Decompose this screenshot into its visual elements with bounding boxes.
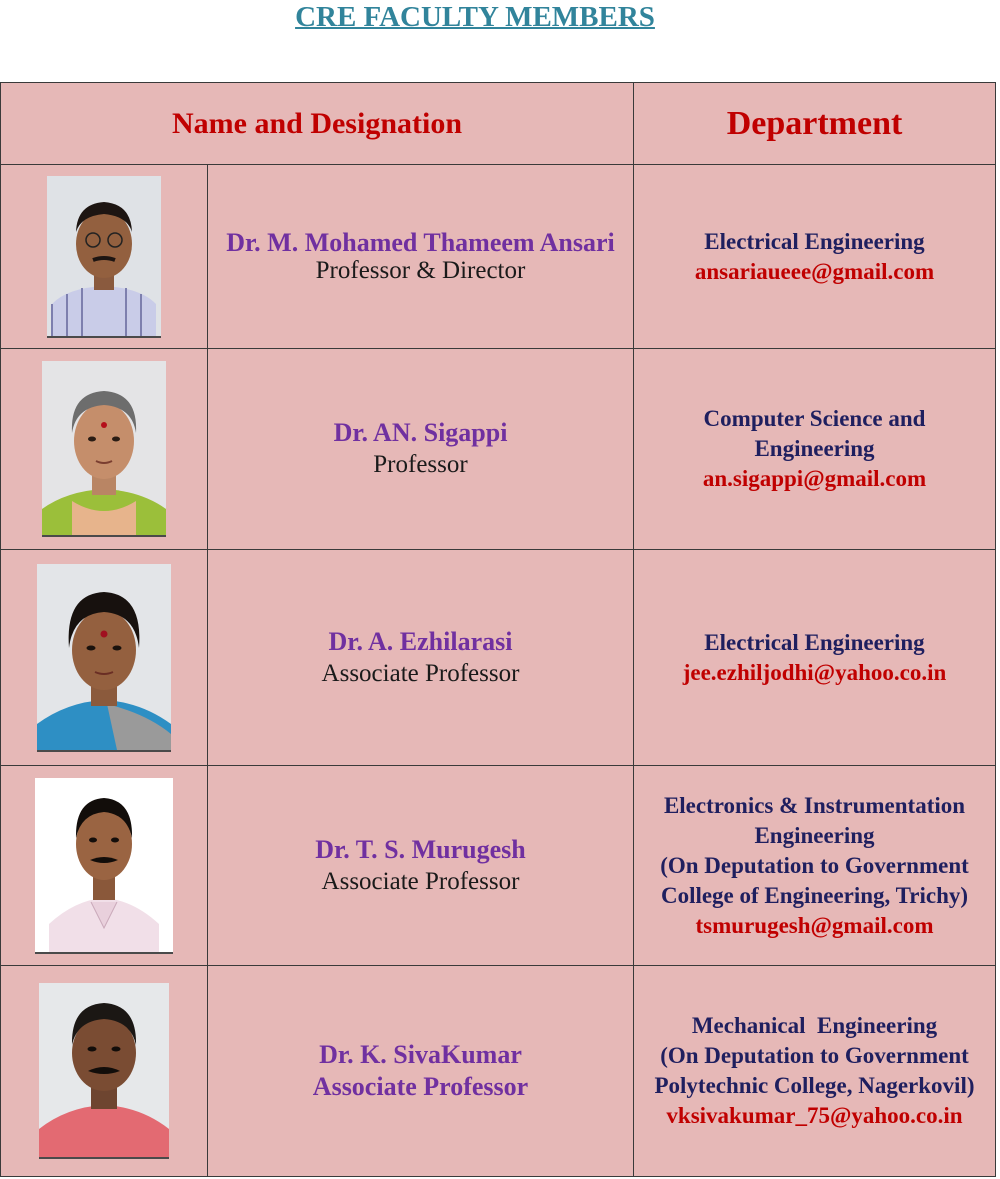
table-row [1, 349, 996, 550]
portrait-photo [37, 564, 171, 752]
faculty-designation: Professor & Director [315, 256, 526, 284]
faculty-email: vksivakumar_75@yahoo.co.in [666, 1103, 963, 1128]
department-cell [634, 766, 996, 966]
department-line: Electrical Engineering [704, 629, 925, 655]
photo-cell [1, 349, 208, 550]
name-cell [208, 550, 634, 766]
header-name-designation: Name and Designation [1, 83, 634, 165]
header-row [1, 83, 996, 165]
department-line: (On Deputation to Government [660, 852, 969, 878]
department-line: (On Deputation to Government [660, 1043, 969, 1068]
faculty-designation: Associate Professor [312, 1072, 529, 1101]
portrait-photo [39, 983, 169, 1159]
table-row [1, 550, 996, 766]
department-line: Computer Science and [703, 406, 926, 431]
name-cell [208, 966, 634, 1177]
department-line: Electronics & Instrumentation [663, 792, 966, 818]
faculty-designation: Professor [373, 451, 468, 478]
photo-cell [1, 165, 208, 349]
faculty-table [0, 82, 996, 1177]
portrait-photo [47, 176, 161, 338]
department-cell [634, 165, 996, 349]
faculty-name: Dr. A. Ezhilarasi [328, 626, 513, 656]
photo-cell [1, 550, 208, 766]
faculty-email: ansariaueee@gmail.com [694, 258, 935, 284]
portrait-photo [35, 778, 173, 954]
faculty-name: Dr. T. S. Murugesh [315, 834, 526, 864]
faculty-name: Dr. AN. Sigappi [333, 418, 508, 447]
department-line: Engineering [754, 436, 875, 461]
page-title: CRE FACULTY MEMBERS [295, 1, 655, 33]
department-line: Engineering [754, 822, 875, 848]
department-line: Polytechnic College, Nagerkovil) [654, 1073, 975, 1098]
table-row [1, 766, 996, 966]
faculty-name: Dr. K. SivaKumar [319, 1040, 522, 1069]
department-cell [634, 966, 996, 1177]
table-row [1, 165, 996, 349]
faculty-email: jee.ezhiljodhi@yahoo.co.in [682, 659, 947, 685]
table-row [1, 966, 996, 1177]
photo-cell [1, 966, 208, 1177]
photo-cell [1, 766, 208, 966]
faculty-designation: Associate Professor [321, 867, 520, 895]
portrait-photo [42, 361, 166, 537]
faculty-email: an.sigappi@gmail.com [702, 466, 927, 491]
department-line: College of Engineering, Trichy) [660, 882, 969, 908]
department-cell [634, 349, 996, 550]
department-line: Mechanical Engineering [691, 1013, 938, 1038]
name-cell [208, 165, 634, 349]
faculty-email: tsmurugesh@gmail.com [695, 912, 934, 938]
department-line: Electrical Engineering [704, 228, 925, 254]
name-cell [208, 766, 634, 966]
faculty-designation: Associate Professor [321, 659, 520, 687]
name-cell [208, 349, 634, 550]
faculty-name: Dr. M. Mohamed Thameem Ansari [226, 227, 615, 257]
header-department: Department [634, 83, 996, 165]
department-cell [634, 550, 996, 766]
